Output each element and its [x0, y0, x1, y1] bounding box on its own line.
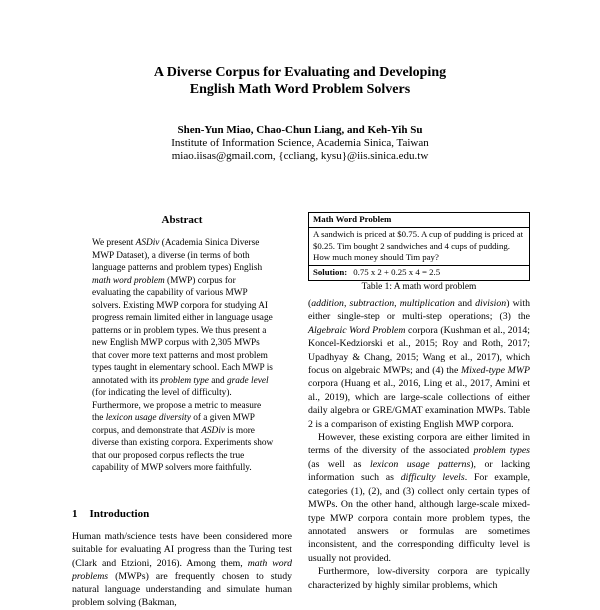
introduction-text — [72, 530, 292, 610]
table-math-word-problem — [308, 212, 530, 281]
text-emph: Algebraic Word Problem — [308, 324, 406, 336]
abstract-emph: lexicon usage diversity — [105, 413, 191, 423]
text-run: ( — [308, 298, 312, 309]
paper-title — [0, 64, 600, 98]
right-paragraph-1 — [308, 297, 530, 431]
abstract-run: (MWP) corpus for evaluating the capability of various MWP solvers. Existing MWP corpora for studying AI progress remain limited either in language usage patterns or in problem types. We thus present a new English MWP corpus with 2,305 MWPs that cover more text patterns and most problem types taught in elementary school. Each MWP is annotated with its — [92, 275, 273, 386]
abstract-emph: ASDiv — [201, 425, 225, 436]
abstract-run: We present — [92, 238, 136, 248]
text-run: , — [343, 298, 350, 309]
abstract-run: is more diverse than existing corpora. Experiments show that our proposed corpus reflects the true capability of MWP solvers more faithfully. — [92, 425, 274, 473]
abstract-run: (Academia Sinica Diverse MWP Dataset), a diverse (in terms of both language patterns and problem types) English — [92, 238, 263, 273]
text-emph: multiplication — [399, 298, 455, 309]
abstract-emph: grade level — [226, 375, 269, 386]
abstract-text — [92, 237, 274, 475]
intro-run: Human math/science tests have been considered more suitable for evaluating AI progress than the Turing test (Clark and Etzioni, 2016). Among them, — [72, 531, 292, 569]
text-run: However, these existing corpora are either limited in terms of the diversity of the associated — [308, 432, 530, 457]
abstract-paragraph — [92, 237, 274, 475]
text-run: , — [394, 298, 400, 309]
author-block — [0, 124, 600, 163]
title-line-1: A Diverse Corpus for Evaluating and Developing — [153, 65, 447, 80]
solution-formula: 0.75 x 2 + 0.25 x 4 = 2.5 — [353, 267, 441, 278]
right-column-text — [308, 297, 530, 592]
text-run: corpora (Kushman et al., 2014; Koncel-Kedziorski et al., 2015; Roy and Roth, 2017; Upadhyay & Chang, 2015; Wang et al., 2017), which focus on algebraic MWPs; and (4) the — [308, 324, 530, 377]
author-emails: miao.iisas@gmail.com, {ccliang, kysu}@iis.sinica.edu.tw — [171, 150, 429, 162]
right-paragraph-3 — [308, 565, 530, 592]
intro-run: (MWPs) are frequently chosen to study natural language understanding and simulate human problem solving (Bakman, — [72, 570, 292, 609]
table-caption: Table 1: A math word problem — [361, 282, 477, 292]
text-emph: difficulty levels — [400, 472, 465, 484]
author-names: Shen-Yun Miao, Chao-Chun Liang, and Keh-Yih Su — [177, 124, 423, 136]
abstract-heading: Abstract — [161, 214, 203, 226]
text-run: and — [454, 298, 476, 309]
text-emph: Mixed-type MWP — [460, 365, 530, 377]
table-header: Math Word Problem — [309, 213, 529, 228]
affiliation: Institute of Information Science, Academia Sinica, Taiwan — [171, 137, 429, 149]
text-emph: subtraction — [349, 298, 395, 309]
text-run: ), or lacking information such as — [308, 458, 530, 484]
abstract-emph: math word problem — [92, 275, 165, 286]
text-run: ) with either single-step or multi-step operations; (3) the — [308, 298, 530, 323]
section-number: 1 — [72, 508, 78, 520]
text-run: corpora (Huang et al., 2016, Ling et al., 2017, Amini et al., 2019), which are large-scale collections of either daily algebra or GRE/GMAT examination MWPs. Table 2 is a comparison of existing English MWP corpora. — [308, 378, 530, 430]
abstract-run: (for indicating the level of difficulty). Furthermore, we propose a metric to measure the — [92, 388, 262, 423]
abstract-run: of a given MWP corpus, and demonstrate that — [92, 413, 255, 436]
table-solution-row — [309, 266, 529, 280]
solution-label: Solution: — [313, 267, 348, 278]
table-problem-cell: A sandwich is priced at $0.75. A cup of pudding is priced at $0.25. Tim bought 2 sandwiches and 4 cups of pudding. How much money should Tim pay? — [309, 228, 529, 266]
title-line-2: English Math Word Problem Solvers — [189, 82, 411, 97]
abstract-emph: problem type — [160, 375, 209, 386]
right-paragraph-2 — [308, 431, 530, 565]
text-emph: problem types — [473, 445, 530, 457]
text-run: . For example, categories (1), (2), and (3) collect only certain types of MWPs. On the other hand, although large-scale mixed-type MWP corpora contain more problem types, the annotated answers or formulas are sometimes inconsistent, and the corresponding difficulty level is usually not provided. — [308, 472, 531, 564]
text-run: Furthermore, low-diversity corpora are typically characterized by highly similar problems, which — [308, 566, 530, 591]
intro-emph: math word problems — [72, 557, 292, 582]
abstract-emph: ASDiv — [135, 238, 160, 248]
section-heading-introduction — [72, 508, 161, 520]
text-run: (as well as — [308, 458, 370, 470]
section-title: Introduction — [89, 508, 150, 520]
text-emph: addition — [311, 298, 344, 309]
text-emph: division — [475, 298, 507, 309]
abstract-run: and — [208, 375, 227, 386]
intro-paragraph — [72, 530, 292, 610]
text-emph: lexicon usage patterns — [369, 458, 471, 470]
